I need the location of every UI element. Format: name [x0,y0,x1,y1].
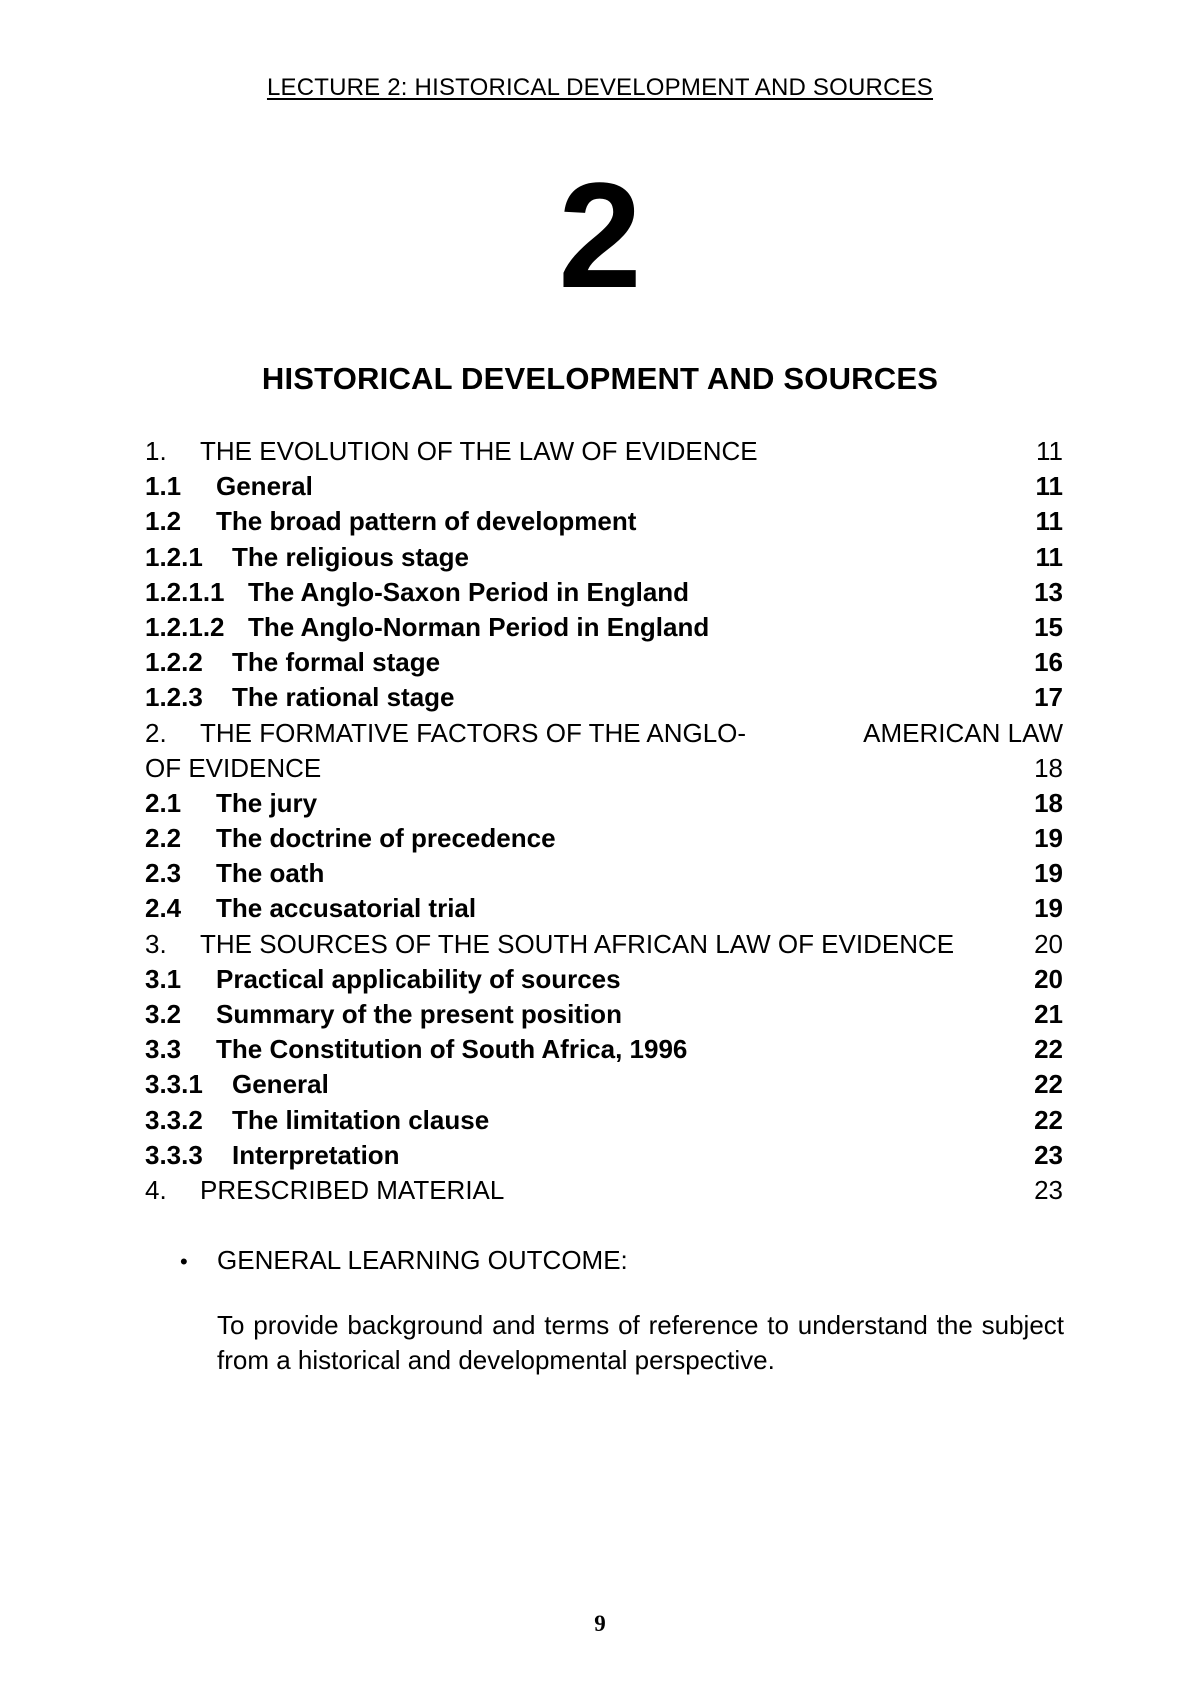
toc-entry-page: 20 [1034,928,1063,959]
toc-entry-page: 11 [1035,471,1063,502]
toc-entry-title-end: AMERICAN LAW [863,717,1063,748]
page-number: 9 [594,1611,606,1636]
toc-entry-number: 4. [145,1174,167,1205]
toc-entry-number: 1.2.1.2 [145,611,225,642]
toc-entry-title: THE EVOLUTION OF THE LAW OF EVIDENCE [200,436,758,466]
toc-entry-page: 21 [1034,999,1063,1029]
toc-entry-title: The Constitution of South Africa, 1996 [216,1034,688,1065]
running-header: LECTURE 2: HISTORICAL DEVELOPMENT AND SOURCES [266,74,934,101]
toc-entry-title: The religious stage [232,541,469,572]
toc-entry[interactable] [145,1173,1063,1208]
toc-entry-number: 1.2.1 [145,541,203,572]
learning-outcome-section [180,1245,1070,1378]
toc-entry-number: 3.1 [145,963,182,994]
toc-entry-number: 3.3.3 [145,1139,203,1170]
toc-entry[interactable] [145,856,1063,891]
toc-entry-title: The rational stage [232,682,455,713]
toc-entry[interactable] [145,786,1063,821]
toc-entry-number: 3.3.2 [145,1104,203,1135]
table-of-contents [145,434,1063,1208]
toc-entry-title: The limitation clause [232,1104,490,1135]
toc-entry-page: 15 [1034,611,1063,642]
toc-entry[interactable] [145,891,1063,926]
toc-entry-page: 11 [1036,436,1063,466]
toc-entry-title: General [216,471,313,502]
toc-entry[interactable] [145,680,1063,715]
toc-entry-title: The oath [216,858,325,889]
toc-entry[interactable] [145,1032,1063,1067]
toc-entry-title: The jury [216,787,318,818]
toc-entry-title: Summary of the present position [216,999,622,1029]
toc-entry-title: THE FORMATIVE FACTORS OF THE ANGLO- [200,717,747,748]
toc-entry-number: 1.2.1.1 [145,576,225,607]
toc-entry-title: The formal stage [232,647,441,678]
toc-entry-title: PRESCRIBED MATERIAL [200,1174,505,1205]
toc-entry-number: 3.3.1 [145,1069,203,1100]
toc-entry[interactable] [145,575,1063,610]
learning-outcome-text: To provide background and terms of reference to understand the subject from a historical and developmental perspective. [217,1310,1064,1375]
toc-entry-title: The Anglo-Norman Period in England [248,611,710,642]
toc-entry-number: 1.2 [145,506,182,537]
toc-entry-page: 13 [1034,576,1063,607]
toc-entry[interactable] [145,645,1063,680]
toc-entry-title: The doctrine of precedence [216,823,556,854]
toc-entry-page: 22 [1034,1034,1063,1065]
toc-entry-number: 1.2.3 [145,682,203,713]
toc-entry[interactable] [145,821,1063,856]
toc-entry-page: 20 [1034,963,1063,994]
toc-entry[interactable] [145,1067,1063,1102]
toc-entry-number: 3.3 [145,1034,182,1065]
toc-entry[interactable] [145,504,1063,539]
toc-entry[interactable] [145,1138,1063,1173]
toc-entry-page: 19 [1034,823,1063,854]
chapter-number: 2 [558,151,642,319]
toc-entry-page: 11 [1035,541,1063,572]
toc-entry-page: 16 [1034,647,1063,678]
toc-entry-continuation[interactable] [145,751,1063,786]
toc-entry-number: 3. [145,928,167,959]
toc-entry-page: 19 [1034,858,1063,889]
toc-entry-title: OF EVIDENCE [145,752,322,783]
toc-entry-number: 3.2 [145,999,182,1029]
toc-entry-page: 23 [1034,1139,1063,1170]
toc-entry-number: 2. [145,717,167,748]
toc-entry[interactable] [145,434,1063,469]
toc-entry-number: 1.2.2 [145,647,203,678]
chapter-title: HISTORICAL DEVELOPMENT AND SOURCES [261,361,939,396]
toc-entry-page: 18 [1034,752,1063,783]
toc-entry-page: 18 [1034,787,1063,818]
toc-entry-number: 2.3 [145,858,182,889]
toc-entry-number: 1. [145,436,167,466]
toc-entry[interactable] [145,927,1063,962]
toc-entry-page: 11 [1035,506,1063,537]
toc-entry[interactable] [145,610,1063,645]
learning-outcome-heading-text: GENERAL LEARNING OUTCOME: [217,1245,628,1275]
toc-entry-page: 22 [1034,1069,1063,1100]
toc-entry-title: The Anglo-Saxon Period in England [248,576,690,607]
toc-entry-number: 1.1 [145,471,182,502]
toc-entry-title: THE SOURCES OF THE SOUTH AFRICAN LAW OF EVIDENCE [200,928,955,959]
toc-entry-title: Practical applicability of sources [216,963,621,994]
toc-entry-number: 2.2 [145,823,182,854]
toc-entry[interactable] [145,1103,1063,1138]
learning-outcome-heading [180,1245,1070,1276]
toc-entry-page: 23 [1034,1174,1063,1205]
toc-entry-title: The broad pattern of development [216,506,637,537]
toc-entry[interactable] [145,997,1063,1032]
bullet-icon: • [180,1249,188,1274]
toc-entry[interactable] [145,716,1063,751]
toc-entry-page: 17 [1034,682,1063,713]
toc-entry-title: General [232,1069,329,1100]
toc-entry-number: 2.4 [145,893,182,924]
toc-entry-title: Interpretation [232,1139,400,1170]
toc-entry-page: 19 [1034,893,1063,924]
toc-entry[interactable] [145,540,1063,575]
toc-entry-title: The accusatorial trial [216,893,477,924]
toc-entry-page: 22 [1034,1104,1063,1135]
toc-entry[interactable] [145,469,1063,504]
toc-entry-number: 2.1 [145,787,182,818]
toc-entry[interactable] [145,962,1063,997]
